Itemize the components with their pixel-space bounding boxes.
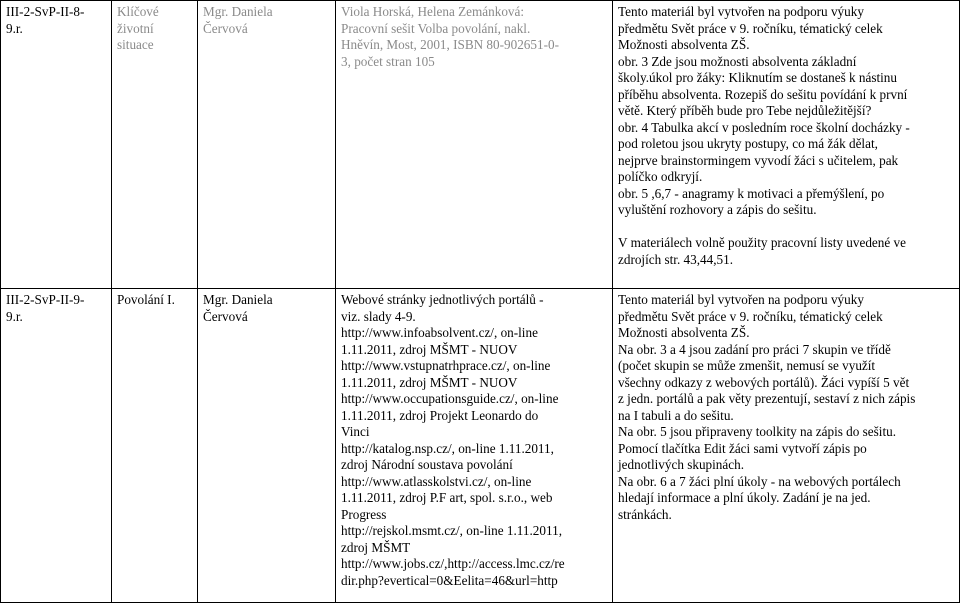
text-line: 1.11.2011, zdroj P.F art, spol. s.r.o., web [341, 490, 553, 505]
text-line: Klíčové [117, 4, 159, 19]
text-line: http://www.atlasskolstvi.cz/, on-line [341, 473, 532, 489]
text-line: Tento materiál byl vytvořen na podporu výuky [618, 4, 864, 19]
source-cell [336, 1, 613, 289]
text-line: Viola Horská, Helena Zemánková: [341, 4, 525, 19]
text-line: 1.11.2011, zdroj MŠMT - NUOV [341, 374, 518, 390]
material-code-cell [1, 289, 112, 603]
text-line: (počet skupin se může zmenšit, nemusí se využít [618, 358, 876, 373]
text-line: příběhu absolventa. Rozepiš do sešitu povídání k první [618, 86, 908, 102]
keywords-cell [112, 1, 198, 289]
text-line: životní [117, 20, 154, 36]
text-line: Na obr. 6 a 7 žáci plní úkoly - na webových portálech [618, 473, 901, 489]
text-line: http://katalog.nsp.cz/, on-line 1.11.2011, [341, 440, 554, 456]
text-line: http://www.infoabsolvent.cz/, on-line [341, 325, 538, 340]
text-line: http://rejskol.msmt.cz/, on-line 1.11.2011, [341, 523, 562, 538]
text-line: Progress [341, 506, 387, 522]
text-line: http://www.occupationsguide.cz/, on-line [341, 391, 559, 406]
text-line: políčko odkryjí. [618, 169, 703, 184]
text-line: V materiálech volně použity pracovní listy uvedené ve [618, 235, 906, 250]
text-line: http://www.vstupnatrhprace.cz/, on-line [341, 358, 551, 373]
description-cell [613, 1, 960, 289]
text-line: hledají informace a plní úkoly. Zadání je na jed. [618, 490, 871, 505]
text-line: Tento materiál byl vytvořen na podporu výuky [618, 292, 864, 307]
text-line: Červová [203, 308, 248, 324]
text-line: situace [117, 37, 154, 52]
text-line: Povolání I. [117, 292, 175, 307]
text-line: dir.php?evertical=0&Eelita=46&url=http [341, 572, 558, 588]
text-line: Na obr. 5 jsou připraveny toolkity na zápis do sešitu. [618, 424, 896, 439]
text-line: viz. slady 4-9. [341, 308, 416, 324]
text-line: jednotlivých skupinách. [618, 457, 744, 472]
text-line: http://www.jobs.cz/,http://access.lmc.cz/re [341, 556, 565, 571]
text-line: Mgr. Daniela [203, 292, 273, 307]
table-row [1, 289, 960, 603]
text-line: obr. 3 Zde jsou možnosti absolventa základní [618, 53, 857, 69]
text-line: pod roletou jsou ukryty postupy, co má žák dělat, [618, 136, 878, 151]
text-line: 9.r. [6, 308, 23, 324]
text-line: zdrojích str. 43,44,51. [618, 251, 734, 267]
text-line: obr. 5 ,6,7 - anagramy k motivaci a přemýšlení, po [618, 185, 885, 201]
material-code-cell [1, 1, 112, 289]
text-line: zdroj Národní soustava povolání [341, 457, 513, 472]
text-line: Pomocí tlačítka Edit žáci sami vytvoří zápis po [618, 440, 867, 456]
text-line: z jedn. portálů a pak věty prezentují, sestaví z nich zápis [618, 391, 916, 406]
text-line: na I tabuli a do sešitu. [618, 407, 734, 423]
text-line: obr. 4 Tabulka akcí v posledním roce školní docházky - [618, 119, 910, 135]
author-cell [198, 289, 336, 603]
text-line: Možnosti absolventa ZŠ. [618, 325, 750, 340]
description-cell [613, 289, 960, 603]
text-line: Webové stránky jednotlivých portálů - [341, 292, 544, 307]
text-line: vyluštění rozhovory a zápis do sešitu. [618, 202, 817, 217]
text-line: 1.11.2011, zdroj Projekt Leonardo do [341, 407, 539, 423]
text-line: 3, počet stran 105 [341, 53, 435, 69]
text-line: Červová [203, 20, 248, 36]
text-line: III-2-SvP-II-9- [6, 292, 85, 307]
text-line: nejprve brainstormingem vyvodí žáci s učitelem, pak [618, 152, 899, 168]
text-line: III-2-SvP-II-8- [6, 4, 85, 19]
text-line: předmětu Svět práce v 9. ročníku, tématický celek [618, 308, 883, 324]
text-line: větě. Který příběh bude pro Tebe nejdůležitější? [618, 103, 872, 118]
text-line: Mgr. Daniela [203, 4, 273, 19]
blank-line [618, 219, 955, 236]
text-line: zdroj MŠMT [341, 539, 411, 555]
text-line: 9.r. [6, 20, 23, 36]
table-row [1, 1, 960, 289]
text-line: Hněvín, Most, 2001, ISBN 80-902651-0- [341, 37, 559, 52]
keywords-cell [112, 289, 198, 603]
text-line: Vinci [341, 424, 370, 439]
text-line: Pracovní sešit Volba povolání, nakl. [341, 20, 531, 36]
text-line: Možnosti absolventa ZŠ. [618, 37, 750, 52]
text-line: 1.11.2011, zdroj MŠMT - NUOV [341, 341, 518, 357]
author-cell [198, 1, 336, 289]
text-line: školy.úkol pro žáky: Kliknutím se dostaneš k nástinu [618, 70, 897, 85]
text-line: stránkách. [618, 506, 672, 522]
text-line: předmětu Svět práce v 9. ročníku, tématický celek [618, 20, 883, 36]
text-line: všechny odkazy z webových portálů). Žáci vypíší 5 vět [618, 374, 910, 390]
source-cell [336, 289, 613, 603]
text-line: Na obr. 3 a 4 jsou zadání pro práci 7 skupin ve třídě [618, 341, 891, 357]
